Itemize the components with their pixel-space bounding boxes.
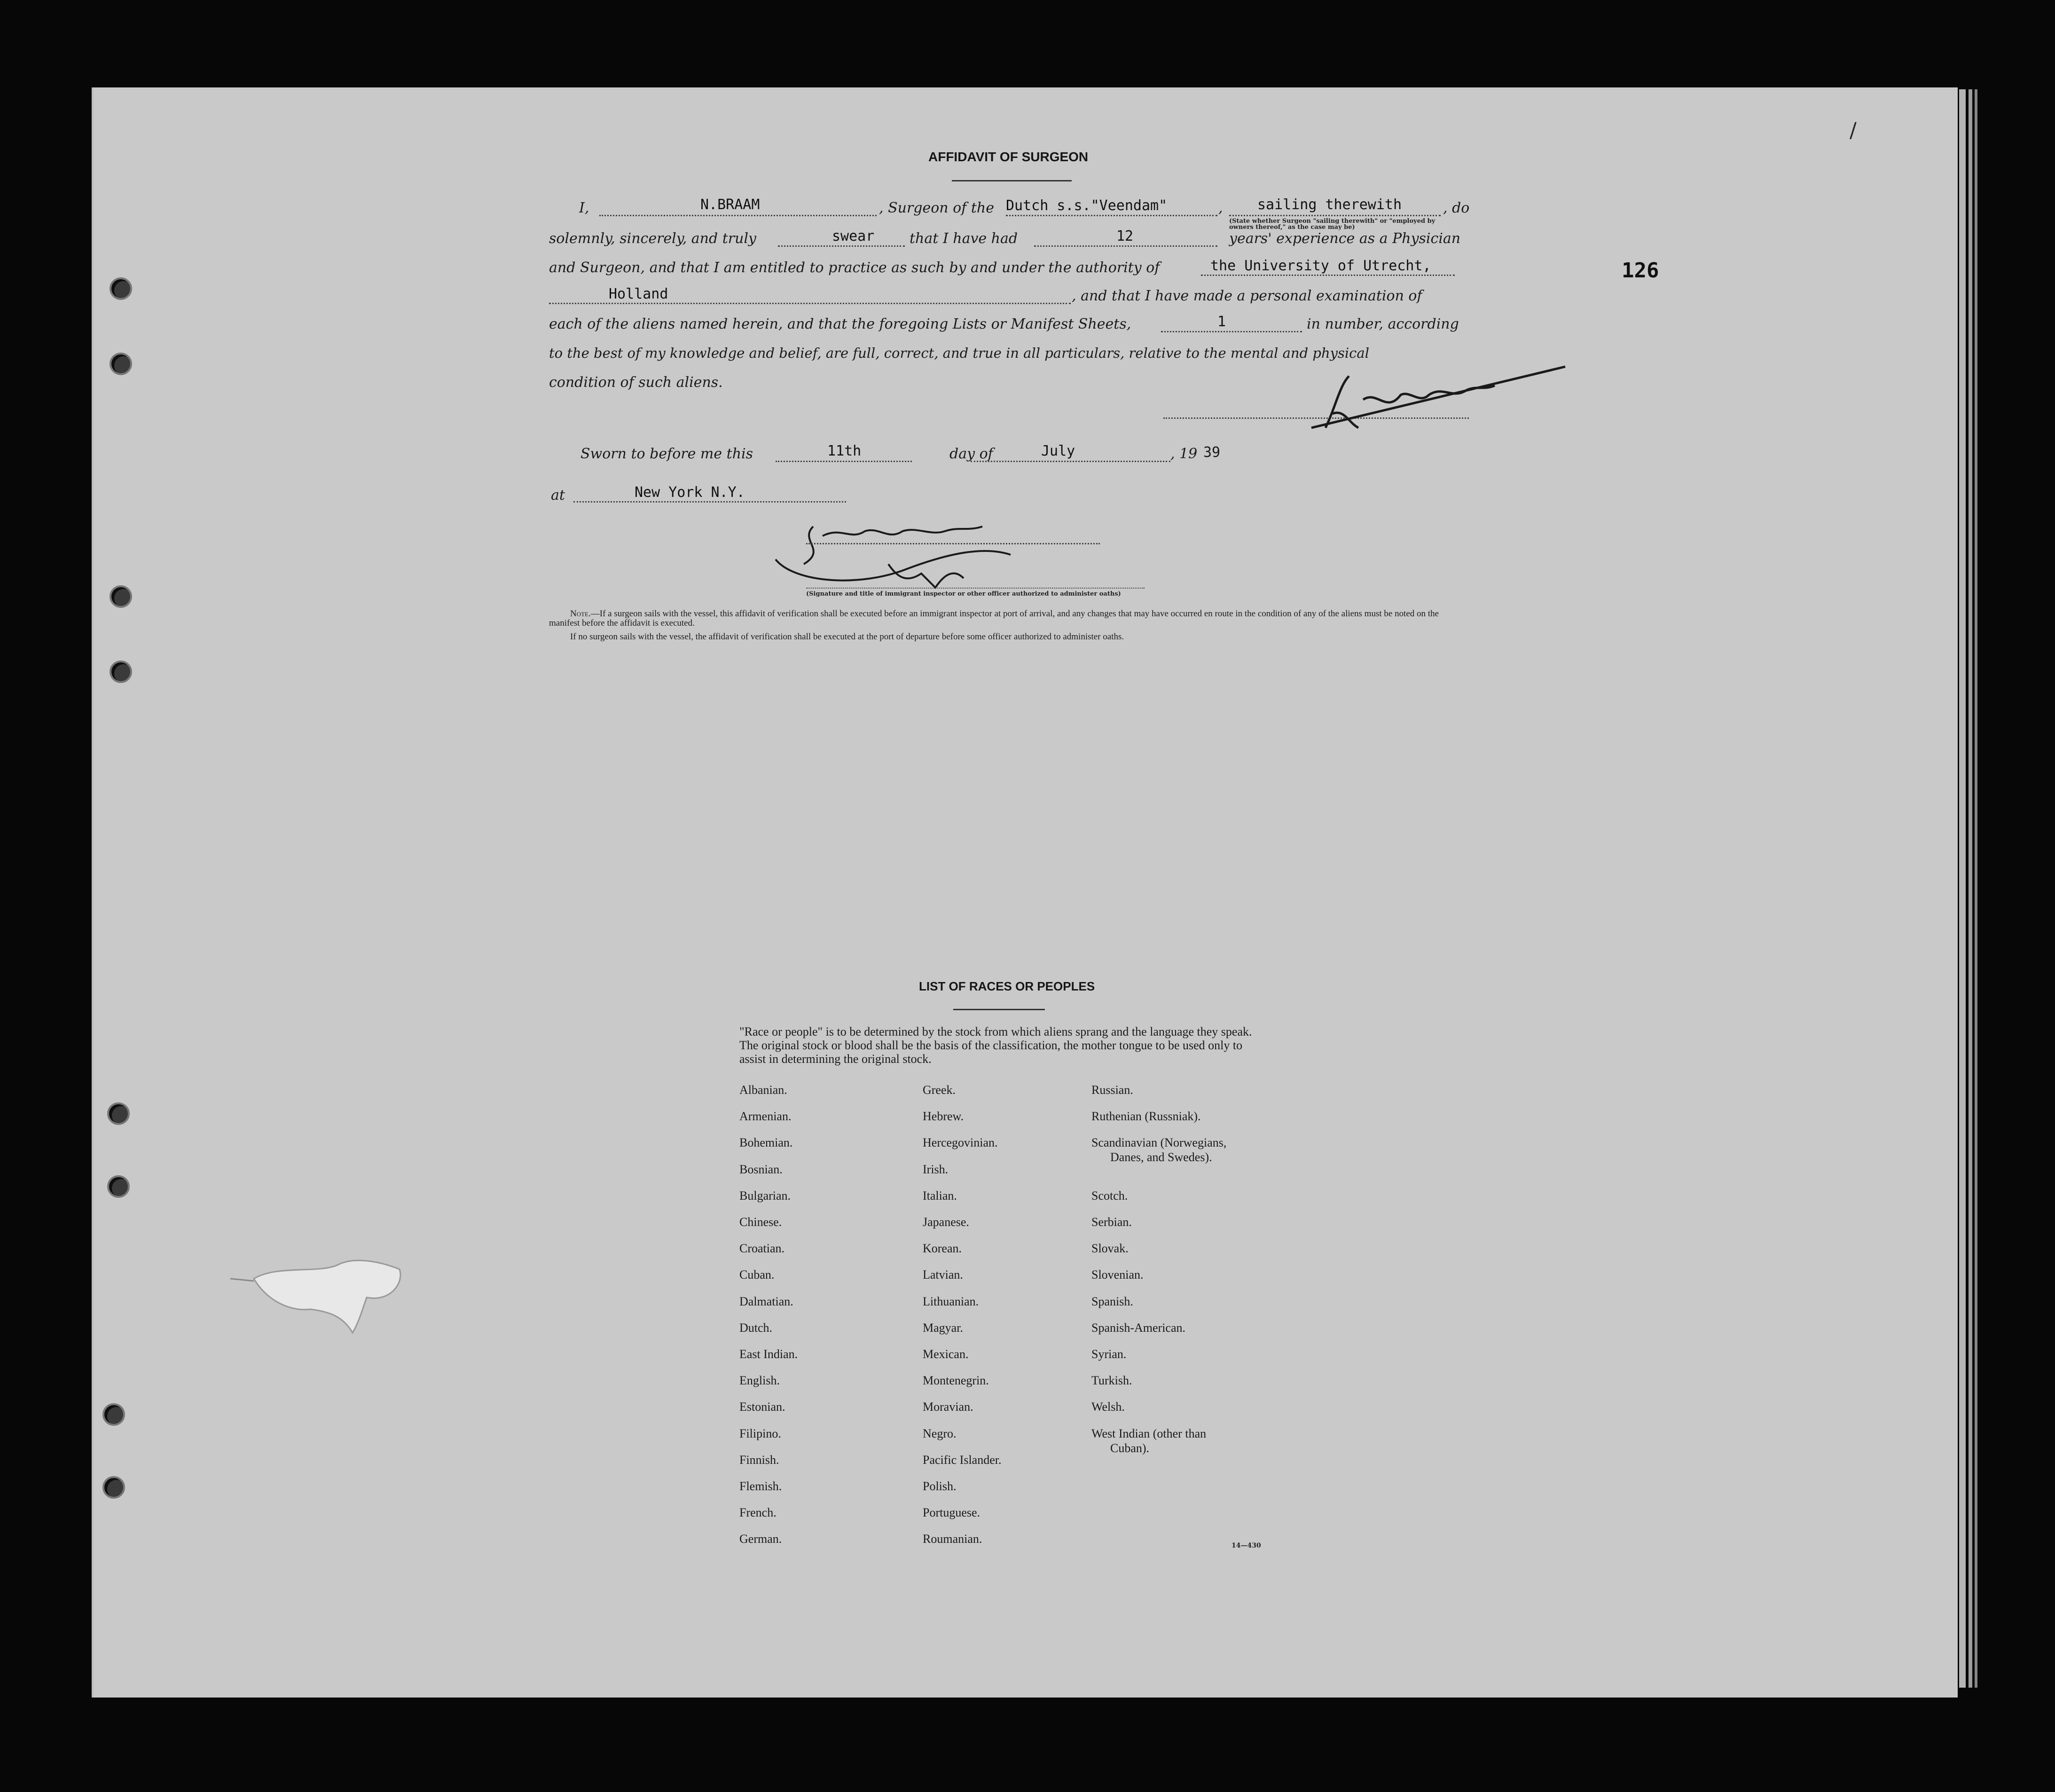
affidavit-text: years' experience as a Physician	[1229, 230, 1461, 247]
surgeon-name: N.BRAAM	[700, 196, 760, 213]
race-entry: Slovak.	[1091, 1242, 1129, 1256]
paper-stain	[226, 1246, 414, 1340]
fill-line	[1201, 275, 1455, 276]
race-entry: Japanese.	[923, 1215, 969, 1229]
note-text	[549, 609, 1470, 628]
race-entry: Mexican.	[923, 1347, 969, 1361]
race-entry: Bulgarian.	[739, 1188, 791, 1203]
binder-hole	[110, 660, 132, 683]
surgeon-signature	[1307, 357, 1570, 442]
affidavit-text: I,	[579, 200, 589, 216]
oath-word: swear	[832, 228, 875, 244]
race-entry: Turkish.	[1091, 1374, 1132, 1388]
sworn-place: New York N.Y.	[635, 484, 745, 501]
signature-line	[806, 588, 1145, 589]
affidavit-text: to the best of my knowledge and belief, are full, correct, and true in all particulars, relative to the mental and physical	[549, 345, 1369, 361]
race-entry: Serbian.	[1091, 1215, 1132, 1229]
binder-hole	[107, 1102, 130, 1125]
affidavit-text: , do	[1443, 200, 1470, 216]
race-entry: Moravian.	[923, 1400, 973, 1414]
affidavit-title: AFFIDAVIT OF SURGEON	[928, 149, 1089, 164]
fill-line	[971, 461, 1170, 462]
race-entry: Flemish.	[739, 1479, 782, 1493]
race-entry: Finnish.	[739, 1453, 779, 1467]
binder-hole	[110, 585, 132, 608]
affidavit-text: at	[551, 487, 565, 503]
sailing-caption: (State whether Surgeon "sailing therewith" or "employed by owners thereof," as the case may be)	[1229, 218, 1435, 231]
race-entry: Polish.	[923, 1479, 957, 1493]
sworn-month: July	[1041, 443, 1075, 459]
binder-hole	[102, 1476, 125, 1499]
races-intro	[739, 1025, 1263, 1066]
fill-line	[599, 215, 877, 216]
races-title: LIST OF RACES OR PEOPLES	[919, 979, 1095, 993]
corner-mark: /	[1850, 118, 1857, 142]
binder-hole	[110, 277, 132, 300]
signature-line	[806, 543, 1100, 544]
race-entry: Chinese.	[739, 1215, 782, 1229]
race-entry: Danes, and Swedes).	[1110, 1150, 1212, 1164]
race-entry: Ruthenian (Russniak).	[1091, 1109, 1201, 1124]
fill-line	[778, 245, 905, 247]
page-number: 126	[1622, 259, 1659, 283]
race-entry: Korean.	[923, 1242, 962, 1256]
affidavit-text: in number, according	[1307, 316, 1459, 332]
race-entry: Roumanian.	[923, 1532, 982, 1546]
race-entry: East Indian.	[739, 1347, 798, 1361]
binder-hole	[107, 1175, 130, 1198]
race-entry: Spanish.	[1091, 1294, 1133, 1308]
fill-line	[1006, 215, 1217, 216]
race-entry: Dutch.	[739, 1320, 773, 1335]
race-entry: Slovenian.	[1091, 1268, 1144, 1282]
authority-country: Holland	[609, 286, 668, 302]
affidavit-text: ,	[1218, 200, 1223, 216]
race-entry: Armenian.	[739, 1109, 792, 1124]
race-entry: Lithuanian.	[923, 1294, 979, 1308]
years-experience: 12	[1116, 228, 1134, 244]
race-entry: English.	[739, 1374, 780, 1388]
affidavit-text: condition of such aliens.	[549, 374, 723, 391]
races-title-rule	[953, 1009, 1045, 1010]
sailing-status: sailing therewith	[1257, 196, 1402, 213]
form-number: 14—430	[1231, 1542, 1261, 1549]
race-entry: West Indian (other than	[1091, 1426, 1207, 1440]
fill-line	[573, 501, 846, 503]
race-entry: Cuban.	[739, 1268, 775, 1282]
affidavit-text: , 19	[1170, 446, 1198, 462]
race-entry: Dalmatian.	[739, 1294, 793, 1308]
race-entry: Italian.	[923, 1188, 957, 1203]
race-entry: Portuguese.	[923, 1506, 980, 1520]
race-entry: Filipino.	[739, 1426, 781, 1440]
race-entry: French.	[739, 1506, 777, 1520]
race-entry: Hercegovinian.	[923, 1136, 998, 1150]
affidavit-text: , and that I have made a personal examination of	[1072, 288, 1422, 304]
note-body: —If a surgeon sails with the vessel, this affidavit of verification shall be executed before an immigrant inspector at port of arrival, and any changes that may have occurred en route in the condition of any of the aliens must be noted on the manifest before the affidavit is executed.	[549, 609, 1439, 628]
affidavit-text: solemnly, sincerely, and truly	[549, 230, 757, 247]
sheet-count: 1	[1217, 314, 1226, 330]
page-edge	[1969, 89, 1972, 1688]
race-entry: German.	[739, 1532, 782, 1546]
title-rule	[952, 180, 1072, 181]
fill-line	[776, 461, 912, 462]
race-entry: Hebrew.	[923, 1109, 964, 1124]
binder-hole	[110, 353, 132, 375]
race-entry: Pacific Islander.	[923, 1453, 1002, 1467]
fill-line	[1229, 215, 1441, 216]
affidavit-text: day of	[949, 446, 993, 462]
authority: the University of Utrecht,	[1210, 258, 1431, 274]
binder-hole	[102, 1403, 125, 1426]
page-edge	[1975, 89, 1977, 1688]
fill-line	[1161, 331, 1302, 332]
race-entry: Magyar.	[923, 1320, 963, 1335]
officer-caption: (Signature and title of immigrant inspector or other officer authorized to administer oaths)	[806, 590, 1121, 597]
affidavit-text: , Surgeon of the	[879, 200, 994, 216]
race-entry: Bohemian.	[739, 1136, 793, 1150]
sworn-year: 39	[1203, 444, 1221, 461]
note-label: Note.	[570, 609, 591, 619]
races-intro-text: "Race or people" is to be determined by the stock from which aliens sprang and the language they speak. The original stock or blood shall be the basis of the classification, the mother tongue to be used only to assist in determining the original stock.	[739, 1025, 1252, 1066]
race-entry: Russian.	[1091, 1083, 1133, 1097]
race-entry: Spanish-American.	[1091, 1320, 1186, 1335]
race-entry: Croatian.	[739, 1242, 785, 1256]
page-edge	[1959, 89, 1966, 1688]
affidavit-text: each of the aliens named herein, and that the foregoing Lists or Manifest Sheets,	[549, 316, 1131, 332]
race-entry: Albanian.	[739, 1083, 787, 1097]
race-entry: Negro.	[923, 1426, 957, 1440]
race-entry: Irish.	[923, 1162, 949, 1176]
race-entry: Latvian.	[923, 1268, 963, 1282]
race-entry: Estonian.	[739, 1400, 785, 1414]
race-entry: Scandinavian (Norwegians,	[1091, 1136, 1227, 1150]
race-entry: Syrian.	[1091, 1347, 1127, 1361]
fill-line	[1034, 245, 1217, 247]
race-entry: Cuban).	[1110, 1441, 1150, 1455]
race-entry: Scotch.	[1091, 1188, 1128, 1203]
officer-signature	[766, 512, 1029, 597]
race-entry: Greek.	[923, 1083, 956, 1097]
affidavit-text: that I have had	[910, 230, 1018, 247]
race-entry: Welsh.	[1091, 1400, 1125, 1414]
affidavit-text: and Surgeon, and that I am entitled to practice as such by and under the authority of	[549, 259, 1160, 276]
sworn-day: 11th	[827, 443, 862, 459]
note-text-2: If no surgeon sails with the vessel, the affidavit of verification shall be executed at the port of departure before some officer authorized to administer oaths.	[570, 632, 1124, 642]
ship-name: Dutch s.s."Veendam"	[1006, 197, 1168, 214]
fill-line	[549, 303, 1071, 304]
affidavit-text: Sworn to before me this	[580, 446, 753, 462]
race-entry: Montenegrin.	[923, 1374, 989, 1388]
race-entry: Bosnian.	[739, 1162, 783, 1176]
